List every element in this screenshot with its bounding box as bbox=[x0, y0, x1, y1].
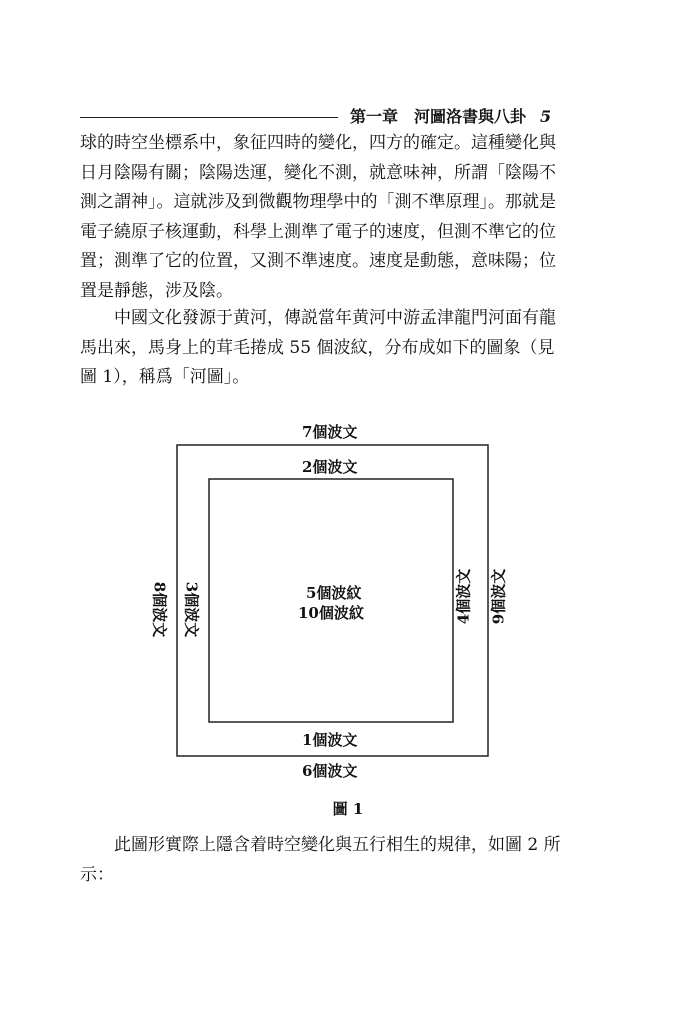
label-top-outer: 7個波文 bbox=[302, 423, 358, 441]
label-center-line-1: 5個波紋 bbox=[306, 584, 362, 602]
label-top-inner: 2個波文 bbox=[302, 458, 358, 476]
paragraph-1: 球的時空坐標系中，象征四時的變化，四方的確定。這種變化與 日月陰陽有關；陰陽迭運，變化不測，就意味神，所謂「陰陽不 測之謂神」。這就涉及到微觀物理學中的「測不準原理」。那就是 電子繞原子核運動，科學上測準了電子的速度，但測不準它的位 置；測準了它的位置，又測不準速度。速度是動態，意味陽；位 置是靜態，涉及陰。 bbox=[80, 133, 556, 301]
label-center-line-2: 10個波紋 bbox=[298, 604, 364, 622]
paragraph-3: 此圖形實際上隱含着時空變化與五行相生的規律，如圖 2 所 示： bbox=[80, 835, 561, 885]
running-header bbox=[350, 104, 610, 127]
label-bottom-inner: 1個波文 bbox=[302, 731, 358, 749]
label-left-inner: 3個波文 bbox=[182, 581, 201, 638]
page-number: 5 bbox=[540, 107, 552, 126]
label-right-inner: 4個波文 bbox=[454, 568, 473, 625]
label-left-outer: 8個波文 bbox=[150, 581, 169, 638]
header-rule bbox=[80, 117, 338, 118]
chapter-title: 第一章 河圖洛書與八卦 bbox=[350, 107, 527, 126]
figure-caption: 圖 1 bbox=[332, 800, 364, 818]
label-bottom-outer: 6個波文 bbox=[302, 762, 358, 780]
label-right-outer: 9個波文 bbox=[489, 568, 508, 625]
paragraph-2: 中國文化發源于黄河，傳説當年黄河中游孟津龍門河面有龍 馬出來，馬身上的茸毛捲成 55 個波紋，分布成如下的圖象（見 圖 1），稱爲「河圖」。 bbox=[80, 308, 556, 387]
